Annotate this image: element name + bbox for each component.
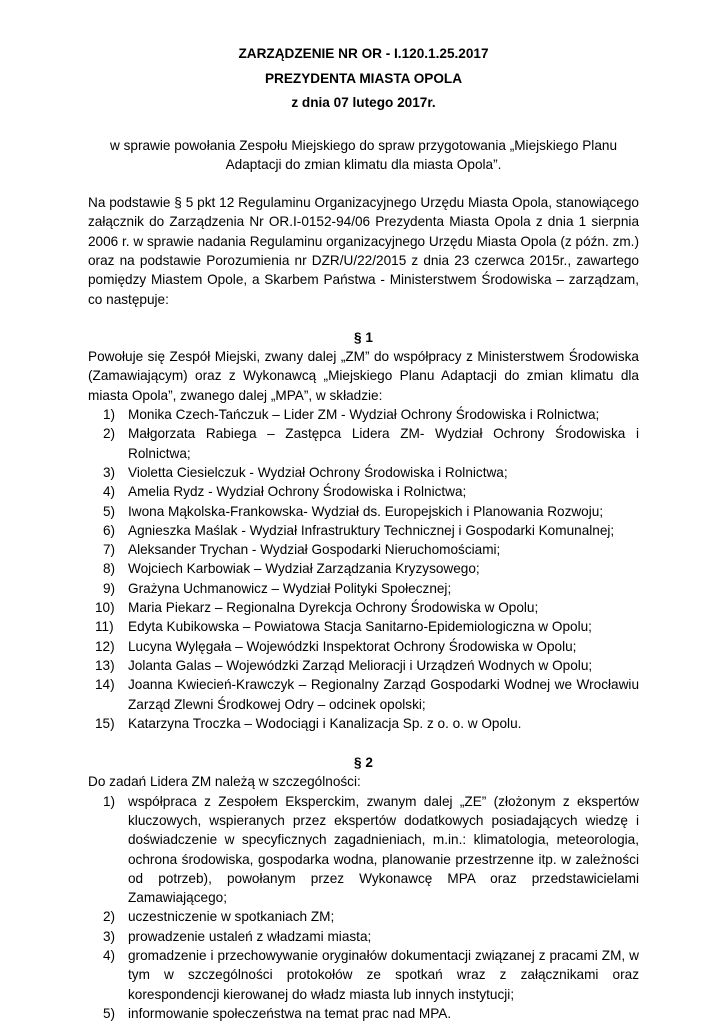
member-list-item xyxy=(88,579,639,598)
section-2-intro: Do zadań Lidera ZM należą w szczególności: xyxy=(88,774,361,790)
member-list-item xyxy=(88,482,639,501)
list-item-number: 4) xyxy=(103,484,116,500)
member-list-item xyxy=(88,521,639,540)
list-item-number: 12) xyxy=(95,638,115,654)
section-1-intro: Powołuje się Zespół Miejski, zwany dalej „ZM” do współpracy z Ministerstwem Środowiska (Zamawiającym) oraz z Wykonawcą „Miejskiego Planu Adaptacji do zmian klimatu dla miasta Opola”, zwanego dalej „MPA”, w składzie: xyxy=(88,349,639,403)
members-list xyxy=(88,405,639,733)
task-list-item xyxy=(88,927,639,946)
list-item-number: 7) xyxy=(103,542,116,558)
task-list-item xyxy=(88,907,639,926)
member-list-item xyxy=(88,559,639,578)
list-item-number: 2) xyxy=(103,909,116,925)
task-list-item xyxy=(88,792,639,908)
list-item-number: 13) xyxy=(95,657,115,673)
list-item-number: 3) xyxy=(103,464,116,480)
issuer: PREZYDENTA MIASTA OPOLA xyxy=(264,70,463,86)
ordinance-subject: w sprawie powołania Zespołu Miejskiego do spraw przygotowania „Miejskiego Planu Adaptacji do zmian klimatu dla miasta Opola”. xyxy=(110,137,617,172)
task-list-item xyxy=(88,1004,639,1023)
ordinance-number: ZARZĄDZENIE NR OR - I.120.1.25.2017 xyxy=(238,46,489,61)
list-item-number: 3) xyxy=(103,928,116,944)
list-item-text: gromadzenie i przechowywanie oryginałów dokumentacji związanej z pracami ZM, w tym w szczególności protokołów ze spotkań wraz z załącznikami oraz korespondencji kierowanej do władz miasta lub innych instytucji; xyxy=(128,948,639,1002)
list-item-text: Maria Piekarz – Regionalna Dyrekcja Ochrony Środowiska w Opolu; xyxy=(128,600,539,616)
list-item-number: 5) xyxy=(103,503,116,519)
member-list-item xyxy=(88,463,639,482)
member-list-item xyxy=(88,598,639,617)
list-item-text: informowanie społeczeństwa na temat prac nad MPA. xyxy=(128,1005,452,1021)
list-item-number: 8) xyxy=(103,561,116,577)
section-1-heading: § 1 xyxy=(354,329,373,345)
list-item-text: prowadzenie ustaleń z władzami miasta; xyxy=(128,928,372,944)
list-item-text: uczestniczenie w spotkaniach ZM; xyxy=(128,909,335,925)
member-list-item xyxy=(88,502,639,521)
list-item-text: Violetta Ciesielczuk - Wydział Ochrony Środowiska i Rolnictwa; xyxy=(128,464,508,480)
list-item-text: Amelia Rydz - Wydział Ochrony Środowiska i Rolnictwa; xyxy=(128,484,467,500)
list-item-number: 1) xyxy=(103,407,116,423)
document-page xyxy=(88,42,639,1023)
list-item-text: Wojciech Karbowiak – Wydział Zarządzania Kryzysowego; xyxy=(128,561,480,577)
list-item-text: Katarzyna Troczka – Wodociągi i Kanalizacja Sp. z o. o. w Opolu. xyxy=(128,715,522,731)
ordinance-date: z dnia 07 lutego 2017r. xyxy=(291,95,436,110)
member-list-item xyxy=(88,675,639,714)
list-item-number: 14) xyxy=(95,677,115,693)
list-item-text: Iwona Mąkolska-Frankowska- Wydział ds. Europejskich i Planowania Rozwoju; xyxy=(128,503,604,519)
list-item-number: 5) xyxy=(103,1005,116,1021)
legal-basis: Na podstawie § 5 pkt 12 Regulaminu Organizacyjnego Urzędu Miasta Opola, stanowiącego załącznik do Zarządzenia Nr OR.I-0152-94/06 Prezydenta Miasta Opola z dnia 1 sierpnia 2006 r. w sprawie nadania Regulaminu organizacyjnego Urzędu Miasta Opola (z późn. zm.) oraz na podstawie Porozumienia nr DZR/U/22/2015 z dnia 23 czerwca 2015r., zawartego pomiędzy Miastem Opole, a Skarbem Państwa - Ministerstwem Środowiska – zarządzam, co następuje: xyxy=(88,195,639,307)
member-list-item xyxy=(88,714,639,733)
list-item-number: 11) xyxy=(95,619,114,635)
member-list-item xyxy=(88,656,639,675)
member-list-item xyxy=(88,540,639,559)
list-item-number: 1) xyxy=(103,793,116,809)
leader-tasks-list xyxy=(88,792,639,1024)
member-list-item xyxy=(88,405,639,424)
list-item-number: 9) xyxy=(103,580,116,596)
list-item-text: Agnieszka Maślak - Wydział Infrastruktury Technicznej i Gospodarki Komunalnej; xyxy=(128,522,615,538)
list-item-text: Monika Czech-Tańczuk – Lider ZM - Wydział Ochrony Środowiska i Rolnictwa; xyxy=(128,407,600,423)
list-item-number: 6) xyxy=(103,522,116,538)
list-item-text: Lucyna Wylęgała – Wojewódzki Inspektorat Ochrony Środowiska w Opolu; xyxy=(128,638,577,654)
member-list-item xyxy=(88,637,639,656)
member-list-item xyxy=(88,424,639,463)
list-item-text: współpraca z Zespołem Eksperckim, zwanym dalej „ZE” (złożonym z ekspertów kluczowych, wspieranych przez ekspertów dodatkowych posiadających wiedzę i doświadczenie w specyficznych zagadnieniach, m.in.: klimatologia, meteorologia, ochrona środowiska, gospodarka wodna, planowanie przestrzenne itp. w zależności od potrzeb), powołanym przez Wykonawcę MPA oraz przedstawicielami Zamawiającego; xyxy=(128,793,639,906)
list-item-number: 15) xyxy=(95,715,115,731)
list-item-number: 10) xyxy=(95,600,115,616)
list-item-text: Małgorzata Rabiega – Zastępca Lidera ZM- Wydział Ochrony Środowiska i Rolnictwa; xyxy=(128,426,639,461)
list-item-text: Jolanta Galas – Wojewódzki Zarząd Melioracji i Urządzeń Wodnych w Opolu; xyxy=(128,657,593,673)
member-list-item xyxy=(88,617,639,636)
list-item-number: 2) xyxy=(103,426,116,442)
list-item-text: Joanna Kwiecień-Krawczyk – Regionalny Zarząd Gospodarki Wodnej we Wrocławiu Zarząd Zlewni Środkowej Odry – odcinek opolski; xyxy=(128,677,639,712)
section-2-heading: § 2 xyxy=(354,755,373,771)
list-item-text: Aleksander Trychan - Wydział Gospodarki Nieruchomościami; xyxy=(128,542,501,558)
list-item-text: Grażyna Uchmanowicz – Wydział Polityki Społecznej; xyxy=(128,580,452,596)
task-list-item xyxy=(88,946,639,1004)
list-item-text: Edyta Kubikowska – Powiatowa Stacja Sanitarno-Epidemiologiczna w Opolu; xyxy=(128,619,592,635)
list-item-number: 4) xyxy=(103,948,116,964)
